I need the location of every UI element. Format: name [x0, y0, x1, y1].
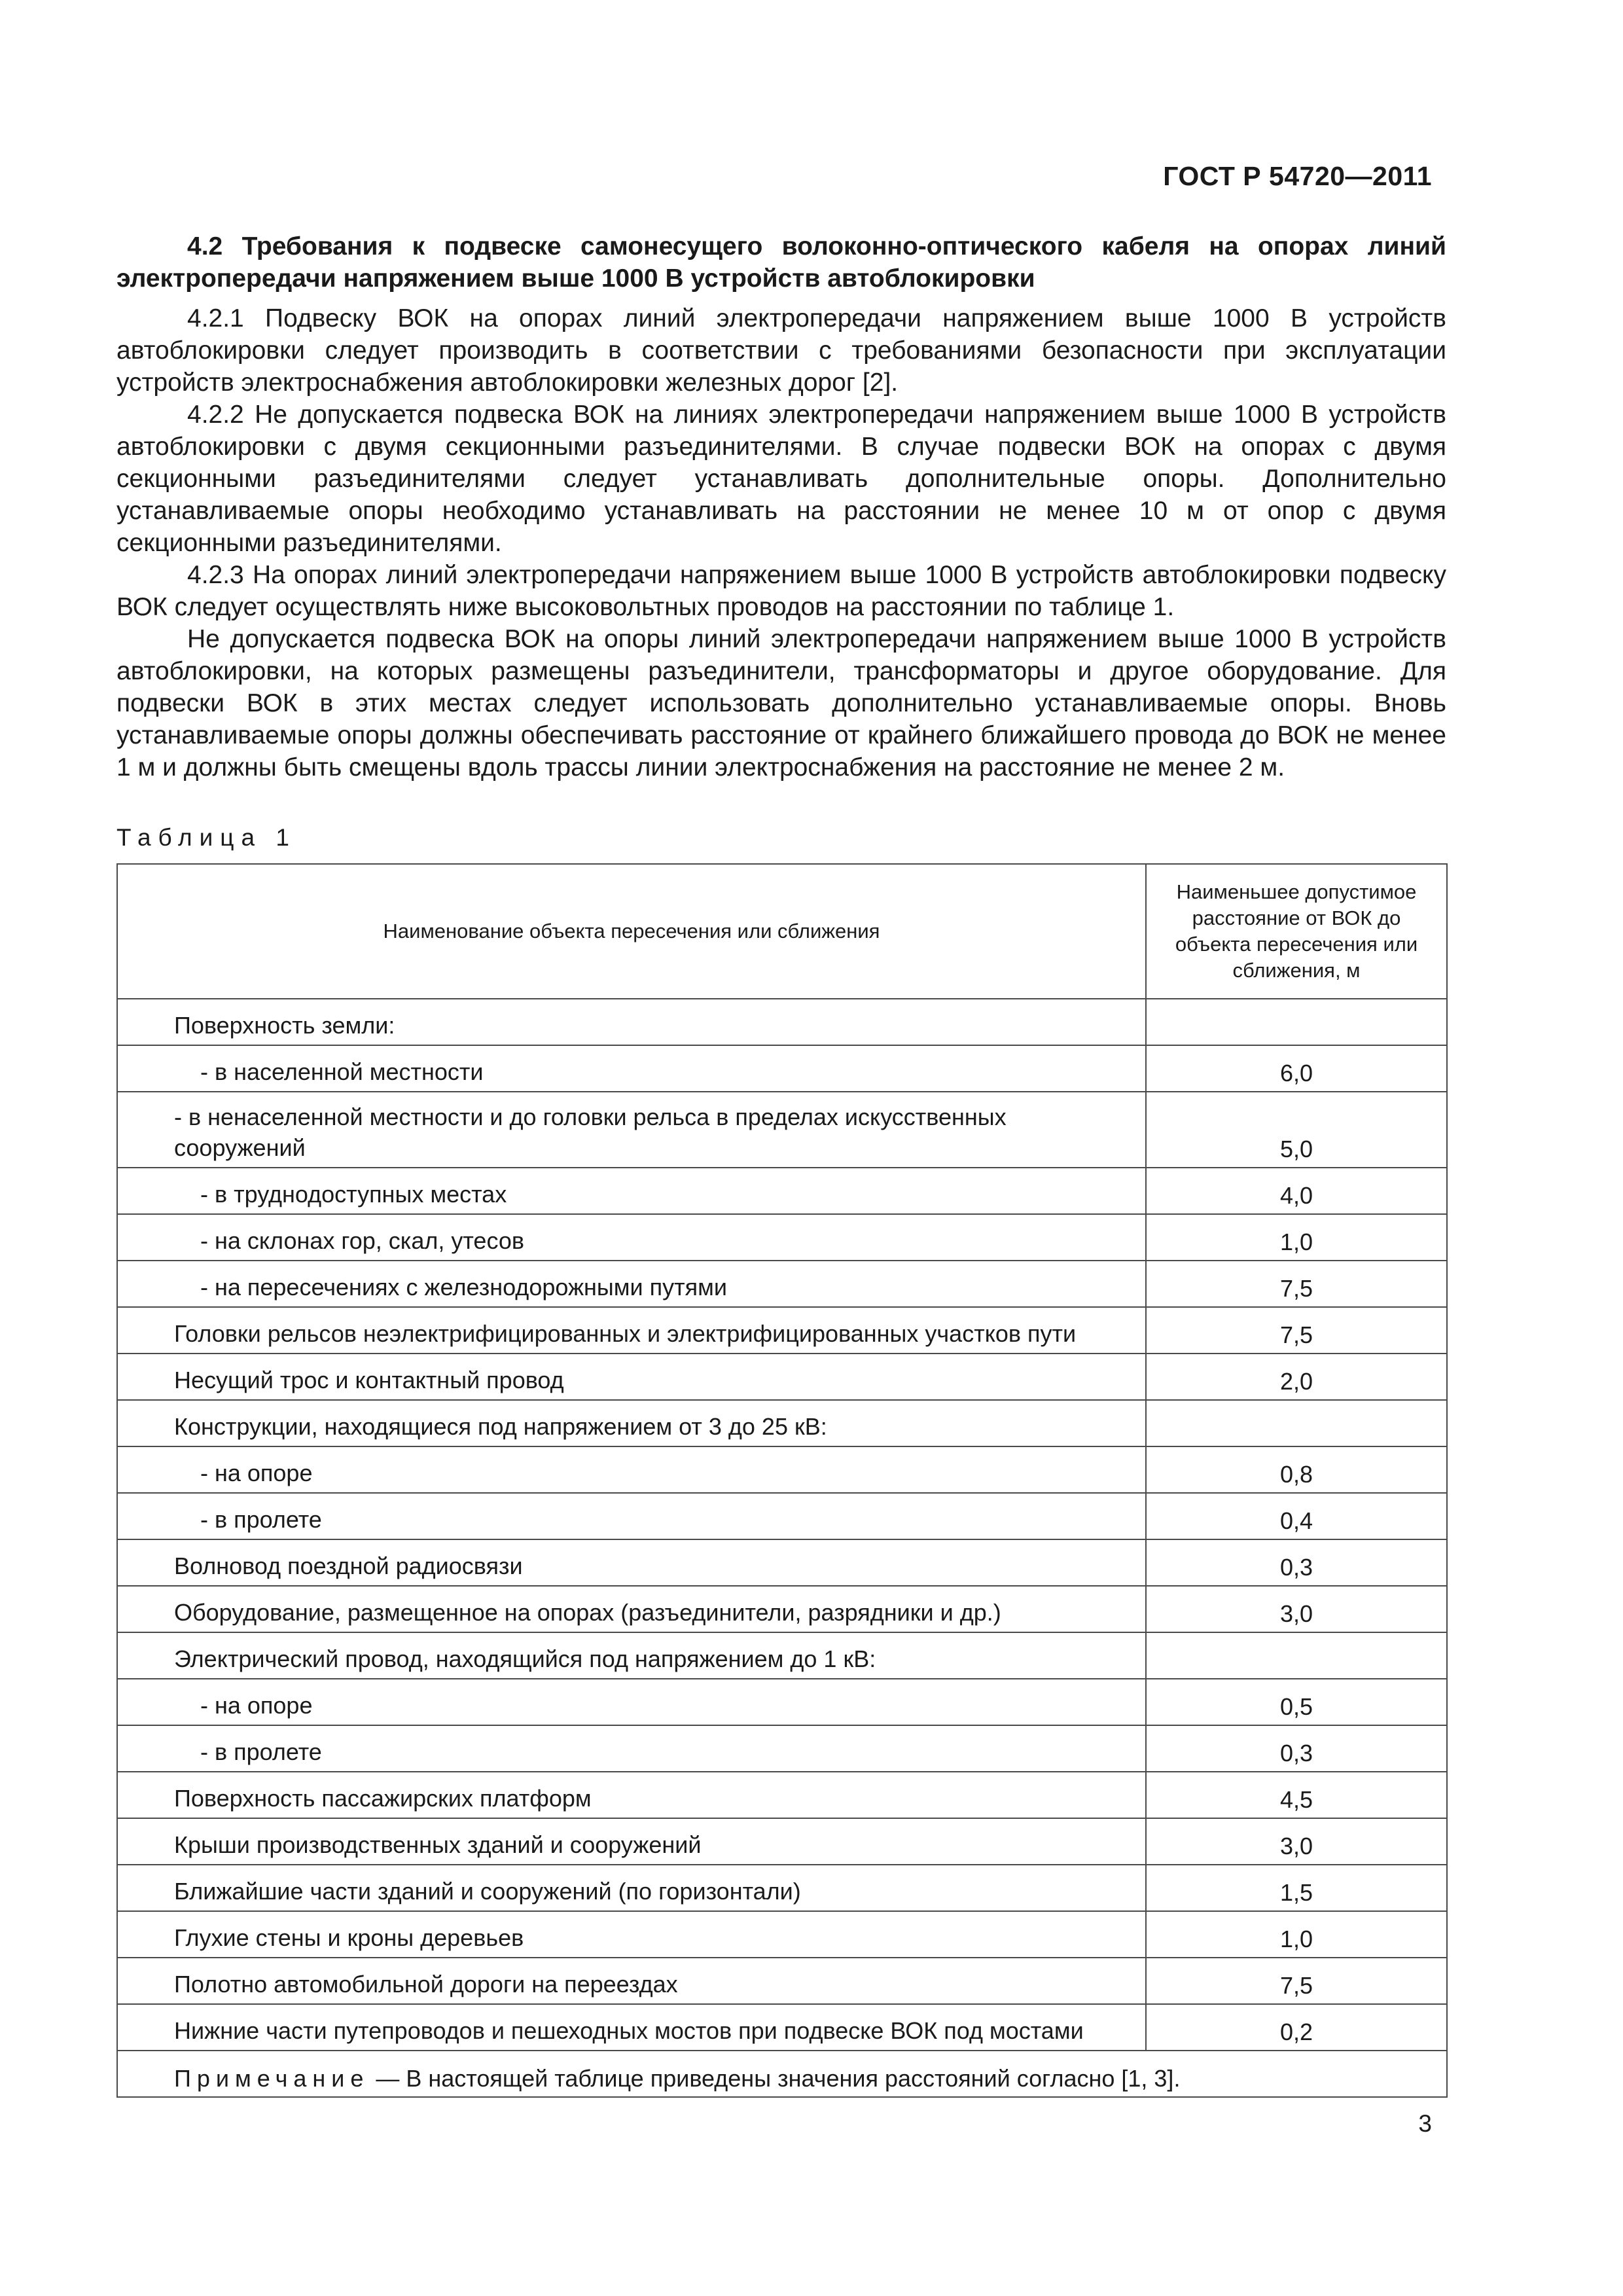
- table-cell-object: Поверхность земли:: [117, 999, 1146, 1045]
- table-cell-distance: [1146, 1632, 1447, 1679]
- table-cell-object: - в пролете: [117, 1725, 1146, 1772]
- table-cell-object: Конструкции, находящиеся под напряжением от 3 до 25 кВ:: [117, 1400, 1146, 1446]
- table-cell-object: - на склонах гор, скал, утесов: [117, 1214, 1146, 1261]
- note-label: Примечание: [174, 2065, 370, 2092]
- table-row: [117, 1725, 1447, 1772]
- table-row: [117, 1092, 1447, 1168]
- table-cell-object: - в труднодоступных местах: [117, 1168, 1146, 1214]
- table-cell-object: - в пролете: [117, 1493, 1146, 1539]
- table-cell-distance: 1,0: [1146, 1214, 1447, 1261]
- distance-table: [116, 863, 1448, 2098]
- table-cell-distance: 4,5: [1146, 1772, 1447, 1818]
- table-row: [117, 1958, 1447, 2004]
- table-cell-distance: [1146, 1400, 1447, 1446]
- table-row: [117, 999, 1447, 1045]
- table-cell-object: Нижние части путепроводов и пешеходных мостов при подвеске ВОК под мостами: [117, 2004, 1146, 2051]
- table-cell-object: Волновод поездной радиосвязи: [117, 1539, 1146, 1586]
- table-cell-object: Ближайшие части зданий и сооружений (по горизонтали): [117, 1865, 1146, 1911]
- table-cell-distance: 0,3: [1146, 1725, 1447, 1772]
- table-cell-distance: 6,0: [1146, 1045, 1447, 1092]
- table-row: [117, 1400, 1447, 1446]
- document-code: ГОСТ Р 54720—2011: [1163, 161, 1432, 191]
- table-cell-object: Электрический провод, находящийся под напряжением до 1 кВ:: [117, 1632, 1146, 1679]
- table-header-distance: Наименьшее допустимое расстояние от ВОК до объекта пересечения или сближения, м: [1146, 864, 1447, 999]
- table-header-object: Наименование объекта пересечения или сближения: [117, 864, 1146, 999]
- table-row: [117, 1354, 1447, 1400]
- table-cell-object: Несущий трос и контактный провод: [117, 1354, 1146, 1400]
- table-row: [117, 1911, 1447, 1958]
- table-header-row: [117, 864, 1447, 999]
- section-heading: 4.2 Требования к подвеске самонесущего волоконно-оптического кабеля на опорах линий электропередачи напряжением выше 1000 В устройств автоблокировки: [116, 232, 1446, 293]
- table-row: [117, 1539, 1447, 1586]
- table-row: [117, 1679, 1447, 1725]
- table-row: [117, 1586, 1447, 1632]
- paragraph-4-2-1: 4.2.1 Подвеску ВОК на опорах линий электропередачи напряжением выше 1000 В устройств автоблокировки следует производить в соответствии с требованиями безопасности при эксплуатации устройств электроснабжения автоблокировки железных дорог [2].: [116, 304, 1446, 397]
- table-row: [117, 2004, 1447, 2051]
- table-cell-distance: 7,5: [1146, 1307, 1447, 1354]
- table-row: [117, 1865, 1447, 1911]
- table-row: [117, 1261, 1447, 1307]
- table-cell-distance: 3,0: [1146, 1586, 1447, 1632]
- paragraph-4-2-2: 4.2.2 Не допускается подвеска ВОК на линиях электропередачи напряжением выше 1000 В устройств автоблокировки с двумя секционными разъединителями. В случае подвески ВОК на опорах с двумя секционными разъединителями следует устанавливать дополнительные опоры. Дополнительно устанавливаемые опоры необходимо устанавливать на расстоянии не менее 10 м от опор с двумя секционными разъединителями.: [116, 401, 1446, 557]
- table-cell-distance: 7,5: [1146, 1958, 1447, 2004]
- table-row: [117, 1045, 1447, 1092]
- table-cell-distance: 1,5: [1146, 1865, 1447, 1911]
- table-note: [117, 2051, 1447, 2097]
- table-cell-distance: 0,5: [1146, 1679, 1447, 1725]
- table-row: [117, 1446, 1447, 1493]
- table-cell-object: - в населенной местности: [117, 1045, 1146, 1092]
- table-cell-distance: 0,8: [1146, 1446, 1447, 1493]
- table-cell-distance: 0,3: [1146, 1539, 1447, 1586]
- table-cell-distance: 2,0: [1146, 1354, 1447, 1400]
- document-body: [116, 230, 1446, 2098]
- table-cell-object: - на пересечениях с железнодорожными путями: [117, 1261, 1146, 1307]
- paragraph-4-2-3-cont: Не допускается подвеска ВОК на опоры линий электропередачи напряжением выше 1000 В устройств автоблокировки, на которых размещены разъединители, трансформаторы и другое оборудование. Для подвески ВОК в этих местах следует использовать дополнительно устанавливаемые опоры. Вновь устанавливаемые опоры должны обеспечивать расстояние от крайнего ближайшего провода до ВОК не менее 1 м и должны быть смещены вдоль трассы линии электроснабжения на расстояние не менее 2 м.: [116, 625, 1446, 781]
- table-cell-distance: 3,0: [1146, 1818, 1447, 1865]
- table-cell-object: Крыши производственных зданий и сооружений: [117, 1818, 1146, 1865]
- table-cell-object: Полотно автомобильной дороги на переездах: [117, 1958, 1146, 2004]
- table-cell-object: Поверхность пассажирских платформ: [117, 1772, 1146, 1818]
- table-cell-distance: 0,4: [1146, 1493, 1447, 1539]
- page-number: 3: [1418, 2110, 1432, 2137]
- note-text: — В настоящей таблице приведены значения расстояний согласно [1, 3].: [369, 2065, 1181, 2092]
- table-cell-distance: 4,0: [1146, 1168, 1447, 1214]
- table-cell-object: Головки рельсов неэлектрифицированных и электрифицированных участков пути: [117, 1307, 1146, 1354]
- table-row: [117, 1818, 1447, 1865]
- paragraph-4-2-3: 4.2.3 На опорах линий электропередачи напряжением выше 1000 В устройств автоблокировки подвеску ВОК следует осуществлять ниже высоковольтных проводов на расстоянии по таблице 1.: [116, 561, 1446, 621]
- table-note-row: [117, 2051, 1447, 2097]
- table-row: [117, 1307, 1447, 1354]
- table-row: [117, 1632, 1447, 1679]
- table-cell-object: - на опоре: [117, 1446, 1146, 1493]
- table-row: [117, 1214, 1447, 1261]
- table-row: [117, 1493, 1447, 1539]
- table-cell-distance: 1,0: [1146, 1911, 1447, 1958]
- table-row: [117, 1772, 1447, 1818]
- table-cell-distance: 5,0: [1146, 1092, 1447, 1168]
- table-cell-object: Глухие стены и кроны деревьев: [117, 1911, 1146, 1958]
- table-cell-distance: 0,2: [1146, 2004, 1447, 2051]
- table-cell-object: - на опоре: [117, 1679, 1146, 1725]
- table-cell-distance: [1146, 999, 1447, 1045]
- table-row: [117, 1168, 1447, 1214]
- table-cell-object: Оборудование, размещенное на опорах (разъединители, разрядники и др.): [117, 1586, 1146, 1632]
- table-cell-distance: 7,5: [1146, 1261, 1447, 1307]
- table-cell-object: - в ненаселенной местности и до головки рельса в пределах искусственных сооружений: [117, 1092, 1146, 1168]
- table-caption: Таблица 1: [116, 824, 296, 851]
